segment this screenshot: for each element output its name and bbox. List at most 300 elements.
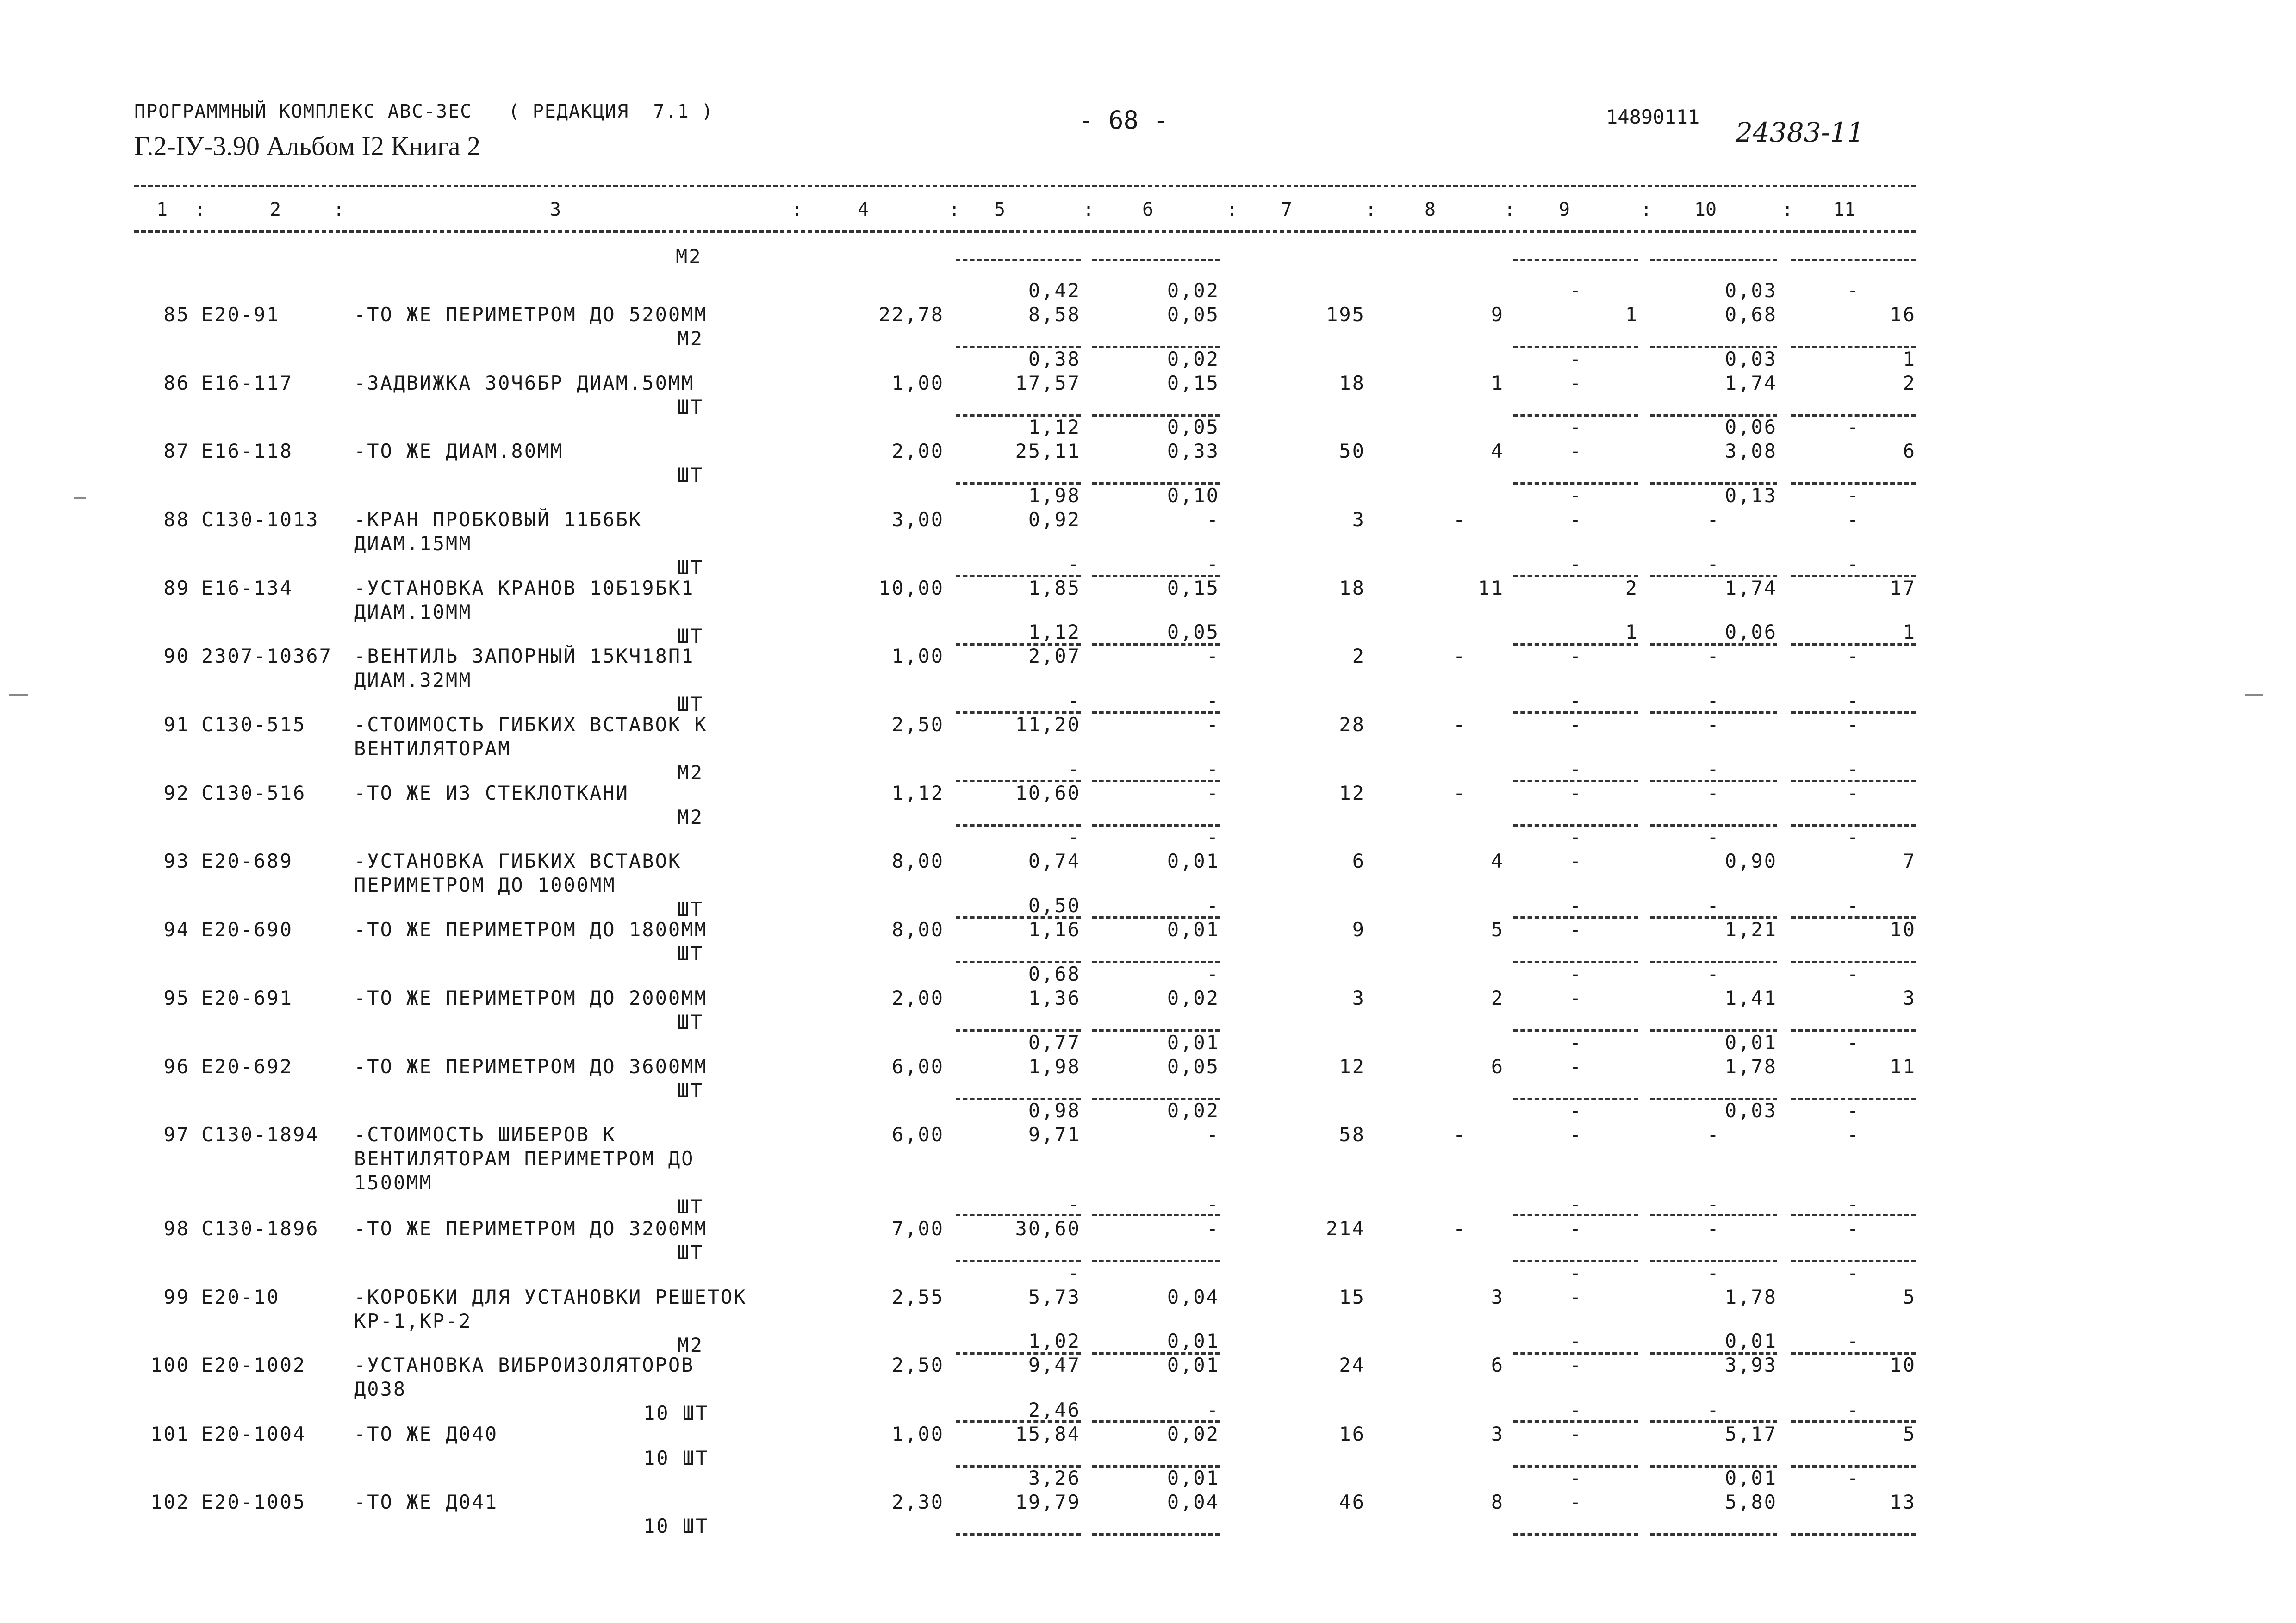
row-c7: 18	[1339, 577, 1365, 599]
row-cost-lower: 10,60	[1015, 782, 1081, 804]
row-name: -ВЕНТИЛЬ ЗАПОРНЫЙ 15КЧ18П1	[354, 645, 695, 667]
row-unit: ШТ	[677, 1011, 703, 1033]
row-quantity: 3,00	[891, 508, 944, 531]
cell-underline	[956, 259, 1081, 261]
row-c9-lower: -	[1569, 918, 1583, 941]
row-c11-upper: -	[1847, 416, 1860, 438]
row-c6-lower: 0,01	[1167, 850, 1220, 872]
row-c10-lower: 1,78	[1724, 1055, 1777, 1078]
row-c11-upper: -	[1847, 894, 1860, 917]
row-cost-lower: 1,98	[1028, 1055, 1081, 1078]
row-quantity: 1,00	[891, 372, 944, 394]
row-c9-upper: -	[1569, 553, 1583, 575]
row-c7: 12	[1339, 1055, 1365, 1078]
row-quantity: 1,00	[891, 1423, 944, 1445]
row-name: -ТО ЖЕ ПЕРИМЕТРОМ ДО 2000ММ	[354, 987, 708, 1009]
row-code: Е16-117	[201, 372, 293, 394]
row-number: 97	[163, 1123, 190, 1146]
cell-underline	[956, 1533, 1081, 1536]
row-c8: 8	[1491, 1491, 1504, 1513]
row-code: С130-515	[201, 713, 306, 736]
row-c6-lower: 0,15	[1167, 577, 1220, 599]
row-c6-lower: 0,02	[1167, 1423, 1220, 1445]
row-c11-upper: -	[1847, 1262, 1860, 1284]
row-cost-lower: 15,84	[1015, 1423, 1081, 1445]
row-c11-lower: -	[1847, 713, 1860, 736]
row-c11-lower: -	[1847, 1217, 1860, 1240]
row-quantity: 2,50	[891, 713, 944, 736]
row-cost-lower: 25,11	[1015, 440, 1081, 462]
row-cost-upper: -	[1067, 1262, 1081, 1284]
row-c9-upper: -	[1569, 1193, 1583, 1216]
row-quantity: 10,00	[878, 577, 944, 599]
row-c9-lower: -	[1569, 440, 1583, 462]
row-c11-lower: -	[1847, 1123, 1860, 1146]
column-separator: :	[1504, 199, 1516, 220]
handwritten-number: 24383-11	[1736, 117, 1864, 148]
row-c6-upper: 0,10	[1167, 484, 1220, 507]
unit-label: М2	[676, 245, 702, 268]
row-c11-lower: -	[1847, 782, 1860, 804]
row-c8: -	[1453, 713, 1467, 736]
cell-underline	[1650, 1533, 1777, 1536]
row-c6-upper: 0,02	[1167, 279, 1220, 302]
column-separator: :	[791, 199, 803, 220]
row-cost-upper: 0,38	[1028, 348, 1081, 370]
row-c11-lower: 2	[1903, 372, 1916, 394]
row-c6-lower: 0,15	[1167, 372, 1220, 394]
row-code: С130-1013	[201, 508, 319, 531]
row-c9-upper: -	[1569, 1099, 1583, 1122]
row-code: Е20-10	[201, 1286, 280, 1308]
row-c8: -	[1453, 1123, 1467, 1146]
row-c11-lower: 5	[1903, 1286, 1916, 1308]
row-cost-lower: 5,73	[1028, 1286, 1081, 1308]
scan-edge-mark	[2245, 694, 2263, 696]
row-c11-lower: 3	[1903, 987, 1916, 1009]
row-cost-upper: 0,42	[1028, 279, 1081, 302]
row-code: Е20-91	[201, 303, 280, 326]
row-c10-upper: 0,03	[1724, 279, 1777, 302]
row-c7: 24	[1339, 1354, 1365, 1376]
row-c9-upper: -	[1569, 826, 1583, 848]
row-c8: 3	[1491, 1423, 1504, 1445]
row-c9-upper: -	[1569, 484, 1583, 507]
row-quantity: 2,00	[891, 987, 944, 1009]
row-name: -ТО ЖЕ ПЕРИМЕТРОМ ДО 1800ММ	[354, 918, 708, 941]
row-name: КР-1,КР-2	[354, 1310, 472, 1332]
row-c9-lower: 1	[1625, 303, 1638, 326]
row-c11-upper: -	[1847, 1099, 1860, 1122]
row-quantity: 22,78	[878, 303, 944, 326]
row-cost-upper: 0,50	[1028, 894, 1081, 917]
row-c7: 12	[1339, 782, 1365, 804]
column-header-7: 7	[1281, 199, 1293, 220]
row-c10-lower: 5,80	[1724, 1491, 1777, 1513]
row-c10-lower: -	[1707, 1123, 1720, 1146]
row-name: ДИАМ.15ММ	[354, 532, 472, 555]
row-c11-upper: -	[1847, 826, 1860, 848]
row-cost-upper: 0,68	[1028, 963, 1081, 985]
row-cost-upper: -	[1067, 1193, 1081, 1216]
row-c6-upper: 0,02	[1167, 348, 1220, 370]
row-c6-upper: -	[1206, 758, 1220, 780]
scan-edge-mark	[9, 694, 28, 696]
column-separator: :	[1641, 199, 1652, 220]
column-separator: :	[1365, 199, 1377, 220]
row-name: -ТО ЖЕ ДИАМ.80ММ	[354, 440, 564, 462]
row-c10-upper: -	[1707, 1193, 1720, 1216]
row-c10-upper: 0,01	[1724, 1330, 1777, 1352]
row-name: -УСТАНОВКА ГИБКИХ ВСТАВОК	[354, 850, 682, 872]
row-c11-upper: -	[1847, 1399, 1860, 1421]
row-c11-lower: 10	[1890, 918, 1916, 941]
row-c10-upper: -	[1707, 689, 1720, 712]
row-unit: ШТ	[677, 556, 703, 579]
row-c6-upper: -	[1206, 1193, 1220, 1216]
scan-edge-mark	[74, 497, 86, 499]
row-code: С130-1896	[201, 1217, 319, 1240]
row-code: Е20-1004	[201, 1423, 306, 1445]
row-unit: ШТ	[677, 396, 703, 418]
row-unit: ШТ	[677, 942, 703, 965]
row-name: -ТО ЖЕ ПЕРИМЕТРОМ ДО 5200ММ	[354, 303, 708, 326]
row-cost-lower: 30,60	[1015, 1217, 1081, 1240]
row-number: 92	[163, 782, 190, 804]
row-c8: -	[1453, 645, 1467, 667]
column-separator: :	[1782, 199, 1793, 220]
row-c7: 58	[1339, 1123, 1365, 1146]
row-c9-upper: -	[1569, 963, 1583, 985]
row-c11-lower: 10	[1890, 1354, 1916, 1376]
row-name: -ТО ЖЕ Д041	[354, 1491, 498, 1513]
row-c9-upper: -	[1569, 1399, 1583, 1421]
column-header-1: 1	[156, 199, 168, 220]
column-header-5: 5	[994, 199, 1006, 220]
row-c11-lower: 17	[1890, 577, 1916, 599]
row-c11-lower: 5	[1903, 1423, 1916, 1445]
row-c10-lower: -	[1707, 782, 1720, 804]
row-quantity: 6,00	[891, 1123, 944, 1146]
document-code: 14890111	[1606, 106, 1700, 128]
row-c8: -	[1453, 1217, 1467, 1240]
row-c9-lower: -	[1569, 1491, 1583, 1513]
row-unit: ШТ	[677, 1079, 703, 1102]
row-code: Е16-118	[201, 440, 293, 462]
row-quantity: 8,00	[891, 850, 944, 872]
row-unit: М2	[677, 327, 703, 350]
row-name: ВЕНТИЛЯТОРАМ ПЕРИМЕТРОМ ДО	[354, 1147, 695, 1170]
row-name: -СТОИМОСТЬ ГИБКИХ ВСТАВОК К	[354, 713, 708, 736]
row-c9-lower: -	[1569, 372, 1583, 394]
row-number: 88	[163, 508, 190, 531]
row-number: 94	[163, 918, 190, 941]
row-name: ПЕРИМЕТРОМ ДО 1000ММ	[354, 874, 616, 896]
row-c10-lower: 1,41	[1724, 987, 1777, 1009]
column-separator: :	[1083, 199, 1095, 220]
row-c7: 3	[1352, 987, 1365, 1009]
row-name: -КРАН ПРОБКОВЫЙ 11Б6БК	[354, 508, 642, 531]
row-c11-upper: -	[1847, 1467, 1860, 1489]
row-c6-upper: 0,05	[1167, 416, 1220, 438]
column-separator: :	[194, 199, 206, 220]
row-c9-upper: -	[1569, 689, 1583, 712]
row-c11-upper: -	[1847, 963, 1860, 985]
row-c10-lower: 3,93	[1724, 1354, 1777, 1376]
row-c6-lower: 0,01	[1167, 1354, 1220, 1376]
column-header-8: 8	[1424, 199, 1436, 220]
row-c6-lower: 0,02	[1167, 987, 1220, 1009]
row-code: С130-1894	[201, 1123, 319, 1146]
row-cost-lower: 9,71	[1028, 1123, 1081, 1146]
row-c9-lower: -	[1569, 1423, 1583, 1445]
column-separator: :	[1226, 199, 1238, 220]
row-quantity: 2,55	[891, 1286, 944, 1308]
row-c7: 6	[1352, 850, 1365, 872]
page-number: - 68 -	[1078, 106, 1169, 135]
row-c6-upper: -	[1206, 826, 1220, 848]
row-c6-upper: 0,01	[1167, 1467, 1220, 1489]
row-c8: 4	[1491, 440, 1504, 462]
row-name: -ТО ЖЕ Д040	[354, 1423, 498, 1445]
row-name: -КОРОБКИ ДЛЯ УСТАНОВКИ РЕШЕТОК	[354, 1286, 747, 1308]
row-c9-upper: -	[1569, 1330, 1583, 1352]
row-c10-lower: 0,90	[1724, 850, 1777, 872]
row-cost-upper: -	[1067, 826, 1081, 848]
row-c10-lower: 0,68	[1724, 303, 1777, 326]
row-unit: ШТ	[677, 1241, 703, 1264]
row-c9-lower: -	[1569, 1055, 1583, 1078]
row-number: 95	[163, 987, 190, 1009]
row-c11-lower: 11	[1890, 1055, 1916, 1078]
row-c6-lower: 0,04	[1167, 1286, 1220, 1308]
row-c11-upper: -	[1847, 279, 1860, 302]
row-cost-upper: 3,26	[1028, 1467, 1081, 1489]
row-name: 1500ММ	[354, 1171, 433, 1194]
row-name: -УСТАНОВКА КРАНОВ 10Б19БК1	[354, 577, 695, 599]
row-quantity: 7,00	[891, 1217, 944, 1240]
row-c10-lower: -	[1707, 645, 1720, 667]
row-number: 90	[163, 645, 190, 667]
row-c8: 1	[1491, 372, 1504, 394]
row-number: 87	[163, 440, 190, 462]
row-c6-upper: 0,01	[1167, 1031, 1220, 1054]
row-c10-upper: 0,03	[1724, 348, 1777, 370]
row-c9-lower: -	[1569, 1354, 1583, 1376]
row-c6-upper: 0,05	[1167, 621, 1220, 643]
row-name: ДИАМ.32ММ	[354, 669, 472, 691]
row-c9-lower: -	[1569, 1217, 1583, 1240]
row-number: 86	[163, 372, 190, 394]
row-name: Д038	[354, 1378, 407, 1400]
row-c10-lower: -	[1707, 713, 1720, 736]
row-c8: -	[1453, 782, 1467, 804]
row-number: 85	[163, 303, 190, 326]
row-unit: ШТ	[677, 464, 703, 486]
row-c6-upper: -	[1206, 553, 1220, 575]
row-code: С130-516	[201, 782, 306, 804]
row-c6-lower: -	[1206, 508, 1220, 531]
row-c7: 46	[1339, 1491, 1365, 1513]
row-c11-lower: 13	[1890, 1491, 1916, 1513]
row-c7: 16	[1339, 1423, 1365, 1445]
row-cost-lower: 19,79	[1015, 1491, 1081, 1513]
row-cost-upper: 2,46	[1028, 1399, 1081, 1421]
row-c7: 214	[1326, 1217, 1365, 1240]
row-c7: 50	[1339, 440, 1365, 462]
row-c10-lower: 5,17	[1724, 1423, 1777, 1445]
row-c6-upper: -	[1206, 894, 1220, 917]
row-c7: 2	[1352, 645, 1365, 667]
row-c6-upper: -	[1206, 963, 1220, 985]
row-c8: 3	[1491, 1286, 1504, 1308]
row-c10-upper: -	[1707, 826, 1720, 848]
row-code: Е20-690	[201, 918, 293, 941]
row-c9-upper: -	[1569, 348, 1583, 370]
row-c11-upper: -	[1847, 1193, 1860, 1216]
row-unit: М2	[677, 806, 703, 828]
row-c6-lower: 0,33	[1167, 440, 1220, 462]
row-number: 91	[163, 713, 190, 736]
row-c7: 18	[1339, 372, 1365, 394]
row-c6-lower: -	[1206, 1123, 1220, 1146]
row-cost-lower: 11,20	[1015, 713, 1081, 736]
row-c10-lower: 1,21	[1724, 918, 1777, 941]
row-c9-lower: -	[1569, 645, 1583, 667]
row-c9-lower: -	[1569, 508, 1583, 531]
row-c9-lower: -	[1569, 713, 1583, 736]
row-unit: ШТ	[677, 898, 703, 920]
row-c9-upper: -	[1569, 1262, 1583, 1284]
row-c9-upper: -	[1569, 1467, 1583, 1489]
row-c9-lower: -	[1569, 1123, 1583, 1146]
column-header-3: 3	[549, 199, 561, 220]
row-c9-lower: -	[1569, 1286, 1583, 1308]
row-c11-lower: 7	[1903, 850, 1916, 872]
row-c9-upper: -	[1569, 416, 1583, 438]
row-cost-upper: 1,02	[1028, 1330, 1081, 1352]
column-separator: :	[949, 199, 960, 220]
row-c10-upper: -	[1707, 553, 1720, 575]
row-quantity: 2,00	[891, 440, 944, 462]
row-c11-upper: -	[1847, 553, 1860, 575]
column-header-6: 6	[1142, 199, 1154, 220]
row-cost-upper: 1,12	[1028, 621, 1081, 643]
row-c6-lower: 0,05	[1167, 303, 1220, 326]
row-c10-lower: 3,08	[1724, 440, 1777, 462]
row-name: ВЕНТИЛЯТОРАМ	[354, 737, 511, 760]
row-c6-upper: -	[1206, 689, 1220, 712]
row-unit: ШТ	[677, 693, 703, 715]
row-unit: М2	[677, 1334, 703, 1356]
row-c11-lower: 16	[1890, 303, 1916, 326]
row-c6-lower: 0,04	[1167, 1491, 1220, 1513]
row-c6-lower: -	[1206, 1217, 1220, 1240]
row-c8: 5	[1491, 918, 1504, 941]
row-cost-lower: 9,47	[1028, 1354, 1081, 1376]
row-c6-lower: -	[1206, 645, 1220, 667]
program-title: ПРОГРАММНЫЙ КОМПЛЕКС АВС-3ЕС ( РЕДАКЦИЯ 7.1 )	[134, 101, 714, 122]
row-name: -ЗАДВИЖКА 30Ч6БР ДИАМ.50ММ	[354, 372, 695, 394]
row-cost-lower: 17,57	[1015, 372, 1081, 394]
row-c9-upper: -	[1569, 758, 1583, 780]
row-quantity: 8,00	[891, 918, 944, 941]
row-name: -ТО ЖЕ ИЗ СТЕКЛОТКАНИ	[354, 782, 629, 804]
column-header-11: 11	[1833, 199, 1856, 220]
row-number: 101	[150, 1423, 190, 1445]
row-c7: 9	[1352, 918, 1365, 941]
row-code: Е20-1002	[201, 1354, 306, 1376]
row-name: -УСТАНОВКА ВИБРОИЗОЛЯТОРОВ	[354, 1354, 695, 1376]
row-unit: 10 ШТ	[643, 1402, 709, 1424]
row-cost-lower: 1,16	[1028, 918, 1081, 941]
row-c6-lower: 0,05	[1167, 1055, 1220, 1078]
row-number: 93	[163, 850, 190, 872]
row-c6-lower: -	[1206, 782, 1220, 804]
row-code: Е16-134	[201, 577, 293, 599]
row-c6-upper: 0,01	[1167, 1330, 1220, 1352]
cell-underline	[1791, 259, 1916, 261]
row-c9-upper: -	[1569, 279, 1583, 302]
row-number: 100	[150, 1354, 190, 1376]
row-c6-lower: -	[1206, 713, 1220, 736]
row-c9-lower: -	[1569, 850, 1583, 872]
row-name: ДИАМ.10ММ	[354, 601, 472, 623]
row-cost-upper: 1,12	[1028, 416, 1081, 438]
row-c10-upper: 0,01	[1724, 1467, 1777, 1489]
row-c9-lower: 2	[1625, 577, 1638, 599]
row-c7: 28	[1339, 713, 1365, 736]
row-c11-upper: -	[1847, 484, 1860, 507]
cell-underline	[1092, 1533, 1220, 1536]
row-number: 89	[163, 577, 190, 599]
row-c8: 6	[1491, 1055, 1504, 1078]
row-code: Е20-689	[201, 850, 293, 872]
row-number: 98	[163, 1217, 190, 1240]
row-name: -ТО ЖЕ ПЕРИМЕТРОМ ДО 3600ММ	[354, 1055, 708, 1078]
row-c7: 3	[1352, 508, 1365, 531]
row-unit: 10 ШТ	[643, 1447, 709, 1469]
row-code: 2307-10367	[201, 645, 332, 667]
column-header-9: 9	[1558, 199, 1570, 220]
row-c10-upper: -	[1707, 1262, 1720, 1284]
row-unit: ШТ	[677, 1195, 703, 1218]
row-quantity: 6,00	[891, 1055, 944, 1078]
row-c6-lower: 0,01	[1167, 918, 1220, 941]
row-c11-upper: -	[1847, 1031, 1860, 1054]
row-cost-lower: 8,58	[1028, 303, 1081, 326]
row-unit: ШТ	[677, 625, 703, 647]
row-code: Е20-1005	[201, 1491, 306, 1513]
row-cost-lower: 1,36	[1028, 987, 1081, 1009]
row-c11-lower: 6	[1903, 440, 1916, 462]
row-c8: 9	[1491, 303, 1504, 326]
row-c10-upper: 0,01	[1724, 1031, 1777, 1054]
row-c10-upper: -	[1707, 963, 1720, 985]
column-separator: :	[333, 199, 345, 220]
row-c8: 6	[1491, 1354, 1504, 1376]
row-cost-lower: 0,92	[1028, 508, 1081, 531]
row-c8: 2	[1491, 987, 1504, 1009]
row-c10-upper: -	[1707, 894, 1720, 917]
row-c10-upper: 0,06	[1724, 621, 1777, 643]
row-c10-lower: -	[1707, 1217, 1720, 1240]
album-title: Г.2-IУ-3.90 Альбом I2 Книга 2	[134, 131, 480, 161]
row-c11-upper: -	[1847, 689, 1860, 712]
row-name: -СТОИМОСТЬ ШИБЕРОВ К	[354, 1123, 616, 1146]
row-unit: М2	[677, 761, 703, 784]
row-c9-upper: -	[1569, 1031, 1583, 1054]
